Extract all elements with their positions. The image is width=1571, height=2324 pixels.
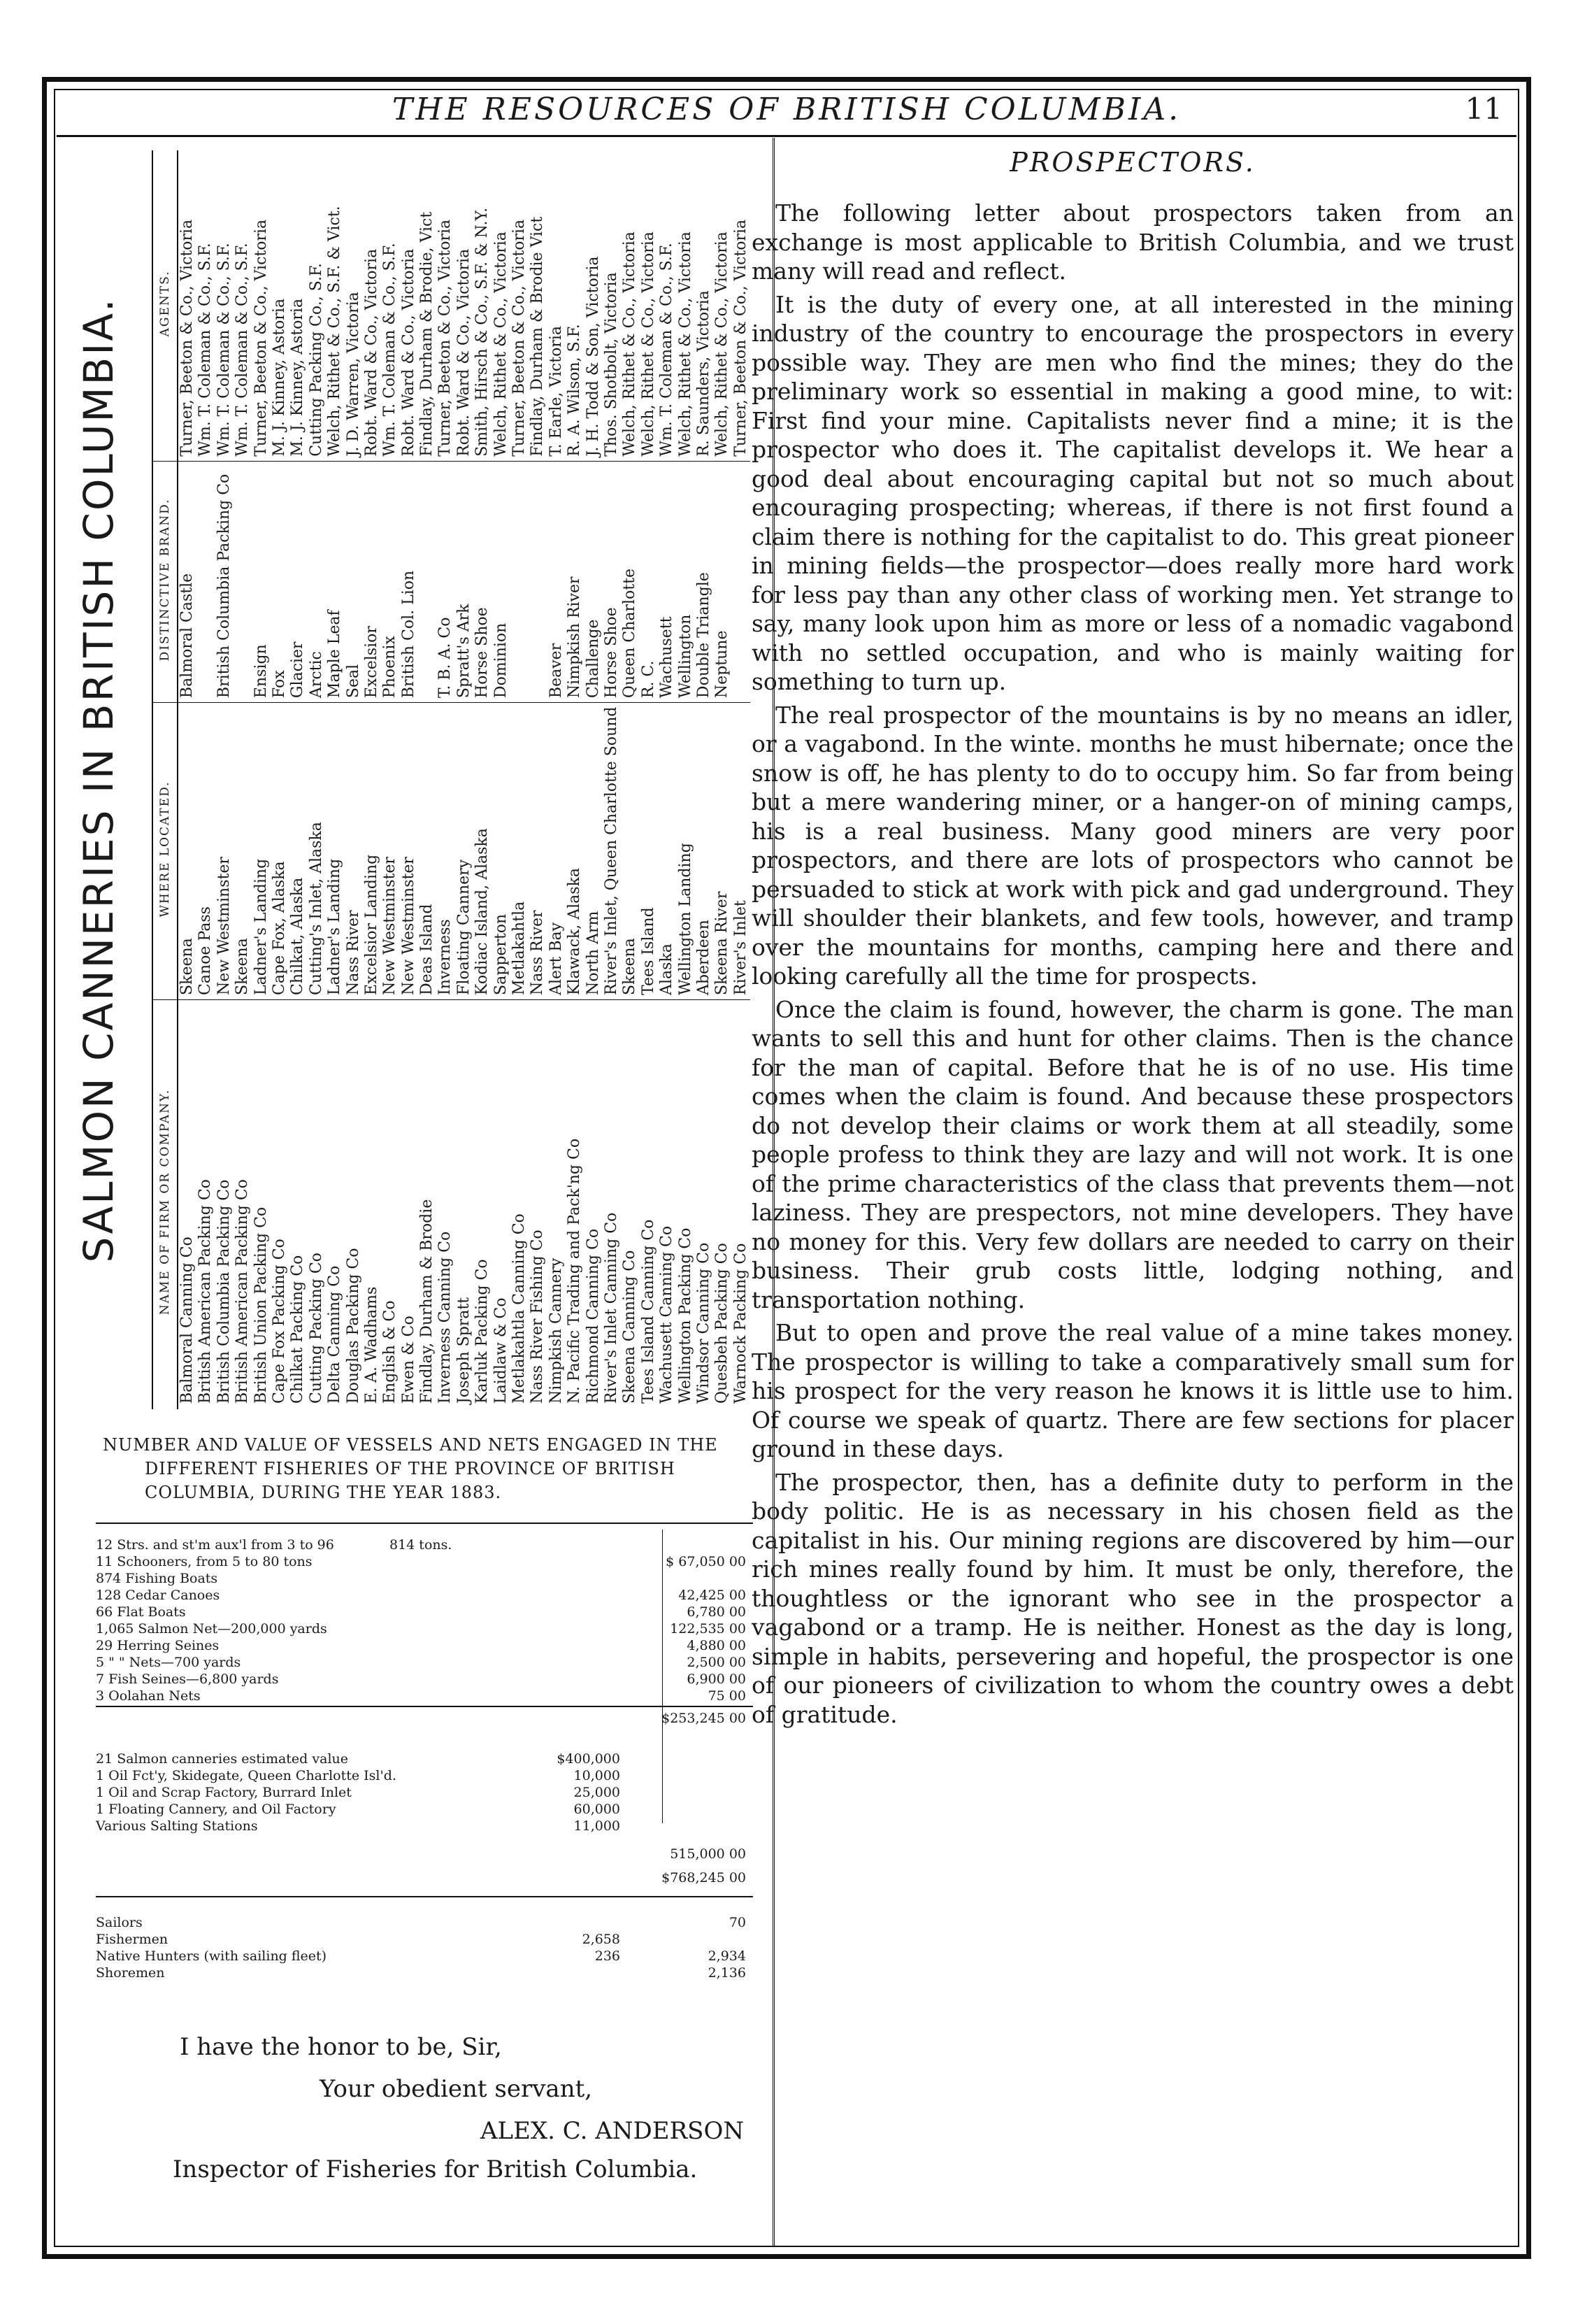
cannery-location: Canoe Pass [196, 703, 215, 1000]
cannery-agent: Welch, Rithet & Co., S.F. & Vict. [326, 150, 344, 462]
cannery-location: Metlakahtla [510, 703, 529, 1000]
vessel-label: 7 Fish Seines—6,800 yards [96, 1671, 279, 1687]
men-row [96, 1914, 753, 1931]
cannery-agent: Welch, Rithet & Co., Victoria [621, 150, 639, 462]
cannery-brand: Wellington [677, 462, 695, 703]
cannery-agent: Findlay, Durham & Brodie, Vict [418, 150, 436, 462]
tonnage-value: 814 tons. [389, 1537, 452, 1553]
cannery-location: Skeena [178, 703, 196, 1000]
column-header-firm: NAME OF FIRM OR COMPANY. [158, 1088, 172, 1316]
cannery-brand: Beaver [547, 462, 566, 703]
cannery-location: Cutting's Inlet, Alaska [308, 703, 326, 1000]
cannery-brand: British Col. Lion [400, 462, 418, 703]
facility-label: 1 Oil and Scrap Factory, Burrard Inlet [96, 1785, 352, 1800]
facility-label: 1 Oil Fct'y, Skidegate, Queen Charlotte Isl'd. [96, 1768, 396, 1783]
cannery-brand: Seal [345, 462, 363, 703]
cannery-brand [418, 462, 436, 703]
cannery-firm: River's Inlet Canning Co [602, 1212, 620, 1404]
cannery-agent: Wm. T. Coleman & Co., S.F. [234, 150, 252, 462]
cannery-brand: Neptune [713, 462, 731, 703]
cannery-row [473, 150, 492, 1409]
cannery-firm: British Union Packing Co [252, 1206, 270, 1404]
men-label: Native Hunters (with sailing fleet) [96, 1948, 327, 1964]
vessel-value: 2,500 00 [687, 1655, 746, 1670]
vessels-value-column-rule [662, 1530, 663, 1823]
men-row [96, 1948, 753, 1965]
cannery-agent: T. Earle, Victoria [547, 150, 566, 462]
canneries-table-header [152, 150, 178, 1409]
cannery-agent: Robt. Ward & Co., Victoria [400, 150, 418, 462]
cannery-agent: Turner, Beeton & Co., Victoria [510, 150, 529, 462]
cannery-location: New Westminster [381, 703, 399, 1000]
vessels-title [103, 1433, 767, 1504]
cannery-location: Skeena [234, 703, 252, 1000]
cannery-firm: Chilkat Packing Co [289, 1255, 307, 1404]
cannery-agent: Robt. Ward & Co., Victoria [455, 150, 473, 462]
cannery-brand [529, 462, 547, 703]
cannery-firm: Metlakahtla Canning Co [510, 1213, 529, 1404]
cannery-brand [234, 462, 252, 703]
running-header [57, 86, 1516, 137]
cannery-location: Floating Cannery [455, 703, 473, 1000]
subtotal-1: $253,245 00 [661, 1711, 746, 1726]
vessel-row [96, 1671, 753, 1688]
cannery-firm: Karluk Packing Co [473, 1259, 492, 1404]
cannery-agent: M. J. Kinney, Astoria [271, 150, 289, 462]
subtotal-2: 515,000 00 [670, 1846, 746, 1862]
running-title: THE RESOURCES OF BRITISH COLUMBIA. [392, 92, 1182, 127]
cannery-firm: Douglas Packing Co [344, 1248, 362, 1404]
cannery-row [234, 150, 252, 1409]
canneries-table-region [68, 143, 767, 1416]
cannery-agent: Robt. Ward & Co., Victoria [363, 150, 381, 462]
men-subvalue: 2,658 [582, 1932, 620, 1947]
facility-row [96, 1784, 753, 1801]
facility-row [96, 1801, 753, 1818]
article-heading: PROSPECTORS. [1010, 147, 1256, 178]
cannery-brand: Dominion [492, 462, 510, 703]
column-header-location: WHERE LOCATED. [153, 703, 177, 1000]
cannery-location: River's Inlet [732, 703, 750, 1000]
cannery-firm: Delta Canning Co [326, 1265, 344, 1404]
cannery-location: Excelsior Landing [363, 703, 381, 1000]
men-value: 70 [729, 1915, 746, 1930]
vessel-value: 42,425 00 [678, 1588, 746, 1603]
vessel-row [96, 1637, 753, 1654]
vessel-value: 6,780 00 [687, 1604, 746, 1620]
cannery-agent: Wm. T. Coleman & Co., S.F. [381, 150, 399, 462]
cannery-row [289, 150, 307, 1409]
cannery-row [345, 150, 363, 1409]
cannery-firm: Findlay, Durham & Brodie [418, 1199, 436, 1404]
cannery-firm: British Columbia Packing Co [215, 1179, 233, 1404]
cannery-row [418, 150, 436, 1409]
cannery-location: Klawack, Alaska [566, 703, 584, 1000]
cannery-row [271, 150, 289, 1409]
vessels-men-rule [96, 1896, 753, 1897]
signature-closing: Your obedient servant, [320, 2075, 593, 2103]
cannery-brand: Challenge [584, 462, 603, 703]
article-paragraph: It is the duty of every one, at all interested in the mining industry of the country to encourage the prospectors in every possible way. They are men who find the mines; they do the preliminary work so essential in making a good mine, to wit: First find your mine. Capitalists never find a mine; it is the prospector who does it. The capitalist develops it. We hear a good deal about encouraging capital but not so much about encouraging prospecting; whereas, if there is not first found a claim there is nothing for the capitalist to do. This great pioneer in mining fields—the prospector—does really more hard work for less pay than any other class of working men. Yet strange to say, many look upon him as more or less of a nomadic vagabond with no settled occupation, and who is mainly waiting for something to turn up. [752, 290, 1514, 695]
vessel-label: 66 Flat Boats [96, 1604, 186, 1620]
facility-label: 21 Salmon canneries estimated value [96, 1751, 348, 1767]
cannery-location: North Arm [584, 703, 603, 1000]
cannery-row [621, 150, 639, 1409]
cannery-row [510, 150, 529, 1409]
cannery-firm: N. Pacific Trading and Pack'ng Co [566, 1138, 584, 1404]
vessels-top-rule [96, 1523, 753, 1524]
cannery-firm: Cape Fox Packing Co [270, 1239, 288, 1404]
subtotal-row [96, 1846, 753, 1862]
cannery-location: Ladner's Landing [326, 703, 344, 1000]
cannery-row [640, 150, 658, 1409]
cannery-row [713, 150, 731, 1409]
cannery-location: Nass River [529, 703, 547, 1000]
cannery-row [196, 150, 215, 1409]
cannery-agent: Findlay, Durham & Brodie Vict [529, 150, 547, 462]
cannery-location: Ladner's Landing [252, 703, 271, 1000]
cannery-row [436, 150, 454, 1409]
cannery-brand: Arctic [308, 462, 326, 703]
vessel-row [96, 1537, 753, 1553]
cannery-firm: Joseph Spratt [454, 1297, 473, 1404]
cannery-row [400, 150, 418, 1409]
article-paragraph: The following letter about prospectors taken from an exchange is most applicable to British Columbia, and we trust many will read and reflect. [752, 199, 1514, 285]
cannery-row [455, 150, 473, 1409]
cannery-location: New Westminster [215, 703, 234, 1000]
cannery-agent: Wm. T. Coleman & Co., S.F. [658, 150, 676, 462]
cannery-location: Alaska [658, 703, 676, 1000]
vessels-title-line-2: DIFFERENT FISHERIES OF THE PROVINCE OF BRITISH [145, 1459, 675, 1478]
cannery-agent: R. Saunders, Victoria [695, 150, 713, 462]
cannery-firm: Nass River Fishing Co [529, 1229, 547, 1404]
cannery-firm: Wachusett Canning Co [658, 1225, 676, 1404]
vessel-label: 128 Cedar Canoes [96, 1588, 220, 1603]
cannery-location: New Westminster [400, 703, 418, 1000]
cannery-brand: Horse Shoe [473, 462, 492, 703]
cannery-firm: Skeena Canning Co [621, 1250, 639, 1404]
men-subvalue: 236 [594, 1948, 620, 1964]
vessel-value: $ 67,050 00 [666, 1554, 746, 1569]
cannery-agent: Welch, Rithet & Co., Victoria [677, 150, 695, 462]
article-paragraph: Once the claim is found, however, the charm is gone. The man wants to sell this and hunt for other claims. Then is the chance for the man of capital. Before that he is of no use. His time comes when the claim is found. And because these prospectors do not develop their claims or work them at all steadily, some people profess to think they are lazy and will not work. It is one of the prime characteristics of the class that prevents them—not laziness. They are prespectors, not mine developers. They have no money for this. Very few dollars are needed to carry on their business. Their grub costs little, lodging nothing, and transportation nothing. [752, 995, 1514, 1313]
cannery-agent: Smith, Hirsch & Co., S.F. & N.Y. [473, 150, 492, 462]
cannery-row [215, 150, 234, 1409]
cannery-agent: Wm. T. Coleman & Co., S.F. [215, 150, 234, 462]
cannery-location: Nass River [345, 703, 363, 1000]
cannery-location: Kodiac Island, Alaska [473, 703, 492, 1000]
cannery-agent: Thos. Shotbolt, Victoria [603, 150, 621, 462]
men-label: Shoremen [96, 1965, 165, 1981]
cannery-row [529, 150, 547, 1409]
article-paragraph: The prospector, then, has a definite duty to perform in the body politic. He is as necessary in his chosen field as the capitalist in his. Our mining regions are discovered by him—our rich mines really found by him. It must be only, therefore, the thoughtless or the ignorant who see in the prospector a vagabond or a tramp. He is neither. Honest as the day is long, simple in habits, persevering and hopeful, the prospector is one of our pioneers of civilization to whom the country owes a debt of gratitude. [752, 1468, 1514, 1728]
cannery-row [695, 150, 713, 1409]
cannery-agent: R. A. Wilson, S.F. [566, 150, 584, 462]
cannery-brand: Maple Leaf [326, 462, 344, 703]
cannery-agent: Welch, Rithet & Co., Victoria [713, 150, 731, 462]
vessel-row [96, 1688, 753, 1704]
cannery-location: Deas Island [418, 703, 436, 1000]
cannery-row [732, 150, 750, 1409]
cannery-location: Alert Bay [547, 703, 566, 1000]
cannery-agent: Turner, Beeton & Co., Victoria [436, 150, 454, 462]
cannery-agent: J. H. Todd & Son, Victoria [584, 150, 603, 462]
cannery-row [603, 150, 621, 1409]
cannery-agent: Welch, Rithet & Co., Victoria [492, 150, 510, 462]
cannery-firm: Cutting Packing Co [307, 1253, 325, 1404]
cannery-row [584, 150, 603, 1409]
cannery-agent: M. J. Kinney, Astoria [289, 150, 307, 462]
cannery-brand: Balmoral Castle [178, 462, 196, 703]
cannery-location: Cape Fox, Alaska [271, 703, 289, 1000]
cannery-firm: Inverness Canning Co [436, 1231, 454, 1404]
cannery-row [308, 150, 326, 1409]
cannery-firm: Tees Island Canning Co [639, 1219, 657, 1404]
cannery-row [326, 150, 344, 1409]
vessels-title-line-1: NUMBER AND VALUE OF VESSELS AND NETS ENGAGED IN THE [103, 1435, 718, 1455]
cannery-brand: Phoenix [381, 462, 399, 703]
cannery-brand: Horse Shoe [603, 462, 621, 703]
cannery-location: Skeena [621, 703, 639, 1000]
vessel-row [96, 1553, 753, 1570]
cannery-agent: Turner, Beeton & Co., Victoria [252, 150, 271, 462]
vessel-row [96, 1570, 753, 1587]
men-label: Fishermen [96, 1932, 168, 1947]
cannery-brand [732, 462, 750, 703]
facility-value: 60,000 [573, 1802, 620, 1817]
cannery-agent: Turner, Beeton & Co., Victoria [178, 150, 196, 462]
vessel-label: 874 Fishing Boats [96, 1571, 218, 1586]
cannery-firm: Richmond Canning Co [584, 1228, 602, 1404]
vessel-label: 1,065 Salmon Net—200,000 yards [96, 1621, 327, 1637]
cannery-firm: Ewen & Co [399, 1316, 417, 1404]
cannery-row [566, 150, 584, 1409]
cannery-firm: Warnock Packing Co [731, 1243, 749, 1404]
cannery-brand: Nimpkish River [566, 462, 584, 703]
cannery-brand: Spratt's Ark [455, 462, 473, 703]
column-header-brand: DISTINCTIVE BRAND. [153, 462, 177, 703]
signature-name: ALEX. C. ANDERSON [480, 2117, 745, 2145]
cannery-firm: Laidlaw & Co [492, 1297, 510, 1404]
article-prospectors [752, 147, 1514, 1733]
cannery-row [363, 150, 381, 1409]
page-number: 11 [1465, 92, 1502, 126]
cannery-brand: Double Triangle [695, 462, 713, 703]
facility-row [96, 1767, 753, 1784]
cannery-agent: Welch, Rithet & Co., Victoria [640, 150, 658, 462]
cannery-brand: Queen Charlotte [621, 462, 639, 703]
cannery-location: Tees Island [640, 703, 658, 1000]
facility-value: $400,000 [557, 1751, 620, 1767]
cannery-agent: J. D. Warren, Victoria [345, 150, 363, 462]
cannery-firm: Nimpkish Cannery [547, 1257, 565, 1404]
cannery-brand: T. B. A. Co [436, 462, 454, 703]
vessel-row [96, 1604, 753, 1620]
cannery-location: Skeena River [713, 703, 731, 1000]
cannery-agent: Cutting Packing Co., S.F. [308, 150, 326, 462]
men-row [96, 1965, 753, 1981]
men-label: Sailors [96, 1915, 143, 1930]
cannery-brand: R. C. [640, 462, 658, 703]
facility-row [96, 1818, 753, 1834]
cannery-brand [196, 462, 215, 703]
cannery-firm: Balmoral Canning Co [178, 1236, 196, 1404]
vessel-row [96, 1620, 753, 1637]
vessel-label: 12 Strs. and st'm aux'l from 3 to 96 [96, 1537, 334, 1553]
cannery-row [381, 150, 399, 1409]
vessel-value: 75 00 [708, 1688, 746, 1704]
cannery-firm: E. A. Wadhams [362, 1286, 380, 1404]
cannery-brand: Excelsior [363, 462, 381, 703]
cannery-location: Sapperton [492, 703, 510, 1000]
vessel-value: 6,900 00 [687, 1671, 746, 1687]
cannery-location: Chilkat, Alaska [289, 703, 307, 1000]
cannery-firm: English & Co [381, 1300, 399, 1404]
vessel-label: 29 Herring Seines [96, 1638, 220, 1653]
vessel-label: 3 Oolahan Nets [96, 1688, 201, 1704]
facility-value: 25,000 [573, 1785, 620, 1800]
canneries-title: SALMON CANNERIES IN BRITISH COLUMBIA. [75, 297, 122, 1263]
vessel-label: 11 Schooners, from 5 to 80 tons [96, 1554, 313, 1569]
cannery-location: Inverness [436, 703, 454, 1000]
cannery-agent: Wm. T. Coleman & Co., S.F. [196, 150, 215, 462]
cannery-row [677, 150, 695, 1409]
article-paragraph: But to open and prove the real value of a mine takes money. The prospector is willing to take a comparatively small sum for his prospect for the very reason he knows it is little use to him. Of course we speak of quartz. There are few sections for placer ground in these days. [752, 1319, 1514, 1462]
cannery-row [492, 150, 510, 1409]
subtotal-row [96, 1710, 753, 1727]
cannery-row [658, 150, 676, 1409]
cannery-firm: British American Packing Co [234, 1179, 252, 1404]
total-row [96, 1869, 753, 1886]
facility-label: 1 Floating Cannery, and Oil Factory [96, 1802, 336, 1817]
cannery-brand [510, 462, 529, 703]
vessel-row [96, 1654, 753, 1671]
cannery-row [252, 150, 271, 1409]
facility-label: Various Salting Stations [96, 1818, 258, 1834]
cannery-row [547, 150, 566, 1409]
vessel-value: 122,535 00 [670, 1621, 746, 1637]
cannery-agent: Turner, Beeton & Co., Victoria [732, 150, 750, 462]
cannery-row [178, 150, 196, 1409]
men-value: 2,934 [708, 1948, 746, 1964]
cannery-location: River's Inlet, Queen Charlotte Sound [603, 703, 621, 1000]
canneries-table [152, 150, 750, 1409]
cannery-firm: Quesbeh Packing Co [713, 1243, 731, 1404]
cannery-brand: Ensign [252, 462, 271, 703]
cannery-brand: Glacier [289, 462, 307, 703]
vessel-label: 5 " " Nets—700 yards [96, 1655, 241, 1670]
cannery-firm: Wellington Packing Co [676, 1227, 694, 1404]
facility-value: 10,000 [573, 1768, 620, 1783]
cannery-brand: British Columbia Packing Co [215, 462, 234, 703]
cannery-firm: British American Packing Co [196, 1179, 215, 1404]
column-header-agents: AGENTS. [153, 150, 177, 462]
vessel-row [96, 1587, 753, 1604]
cannery-location: Wellington Landing [677, 703, 695, 1000]
grand-total: $768,245 00 [661, 1870, 746, 1885]
men-row [96, 1931, 753, 1948]
cannery-firm: Windsor Canning Co [694, 1242, 712, 1404]
cannery-location: Aberdeen [695, 703, 713, 1000]
vessels-subtotal-rule [96, 1706, 753, 1707]
canneries-table-rotated [68, 143, 767, 1416]
facility-row [96, 1751, 753, 1767]
men-value: 2,136 [708, 1965, 746, 1981]
vessel-value: 4,880 00 [687, 1638, 746, 1653]
vessels-title-line-3: COLUMBIA, DURING THE YEAR 1883. [145, 1483, 502, 1502]
cannery-brand: Fox [271, 462, 289, 703]
facility-value: 11,000 [573, 1818, 620, 1834]
signature-salutation: I have the honor to be, Sir, [180, 2033, 502, 2061]
article-paragraph: The real prospector of the mountains is by no means an idler, or a vagabond. In the winte. months he must hibernate; once the snow is off, he has plenty to do to occupy him. So far from being but a mere wandering miner, or a hanger-on of mining camps, his is a real business. Many good miners are very poor prospectors, and there are lots of prospectors who cannot be persuaded to stick at work with pick and gad underground. They will shoulder their blankets, and few tools, however, and tramp over the mountains for months, camping here and there and looking carefully all the time for prospects. [752, 701, 1514, 990]
signature-role: Inspector of Fisheries for British Columbia. [173, 2155, 698, 2183]
cannery-brand: Wachusett [658, 462, 676, 703]
